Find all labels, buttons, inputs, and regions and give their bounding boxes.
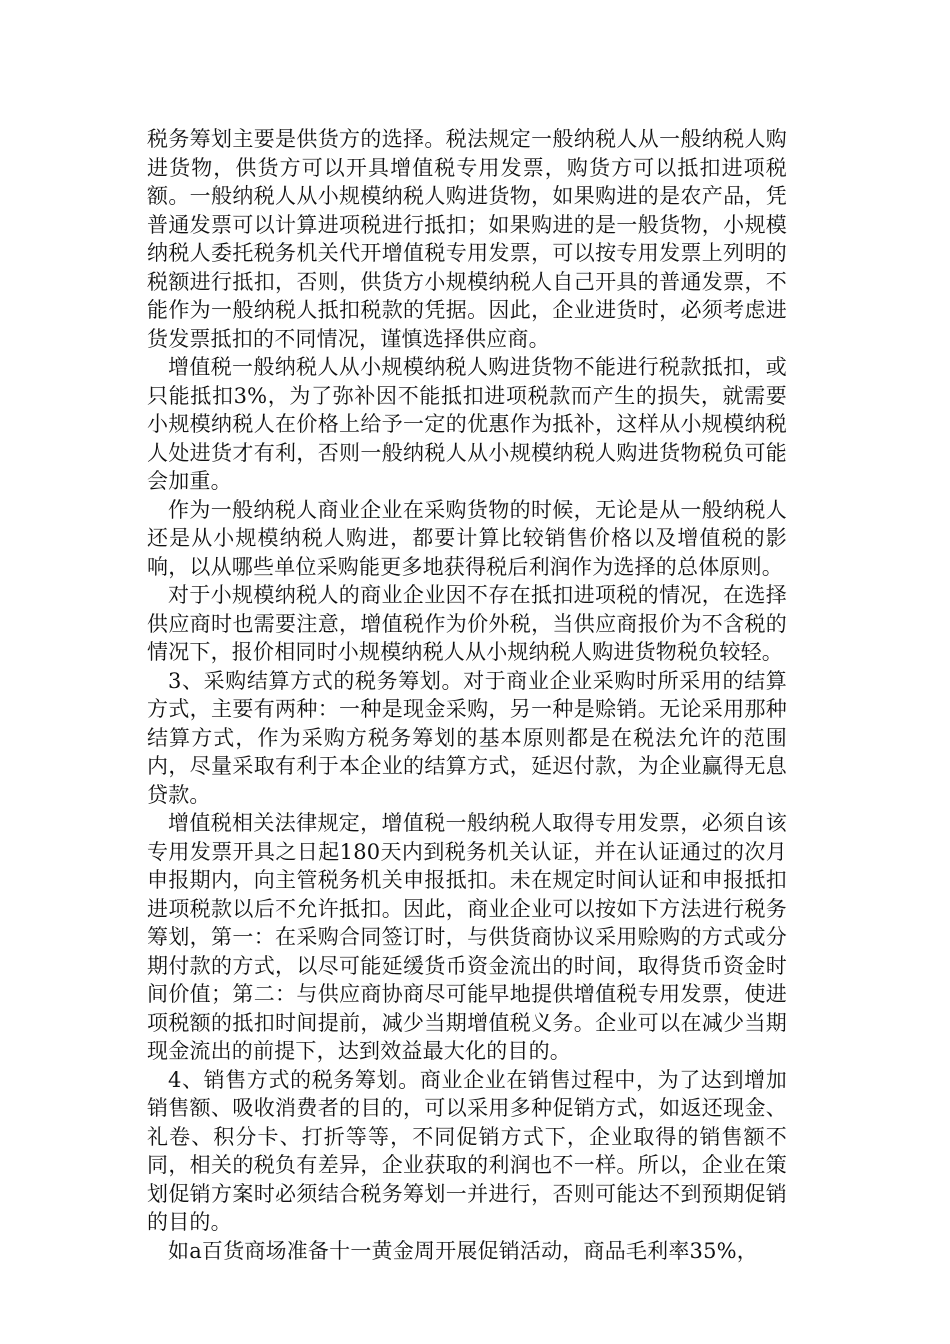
paragraph-6: 增值税相关法律规定，增值税一般纳税人取得专用发票，必须自该专用发票开具之日起180天内到税务机关认证，并在认证通过的次月申报期内，向主管税务机关申报抵扣。未在规定时间认证和申报抵扣进项税款以后不允许抵扣。因此，商业企业可以按如下方法进行税务筹划，第一：在采购合同签订时，与供货商协议采用赊购的方式或分期付款的方式，以尽可能延缓货币资金流出的时间，取得货币资金时间价值；第二：与供应商协商尽可能早地提供增值税专用发票，使进项税额的抵扣时间提前，减少当期增值税义务。企业可以在减少当期现金流出的前提下，达到效益最大化的目的。 [147,811,787,1063]
paragraph-8: 如a百货商场准备十一黄金周开展促销活动，商品毛利率35%， [168,1238,758,1263]
document-body [147,125,787,1265]
paragraph-1: 税务筹划主要是供货方的选择。税法规定一般纳税人从一般纳税人购进货物，供货方可以开具增值税专用发票，购货方可以抵扣进项税额。一般纳税人从小规模纳税人购进货物，如果购进的是农产品，凭普通发票可以计算进项税进行抵扣；如果购进的是一般货物，小规模纳税人委托税务机关代开增值税专用发票，可以按专用发票上列明的税额进行抵扣，否则，供货方小规模纳税人自己开具的普通发票，不能作为一般纳税人抵扣税款的凭据。因此，企业进货时，必须考虑进货发票抵扣的不同情况，谨慎选择供应商。 [147,127,787,351]
paragraph-3: 作为一般纳税人商业企业在采购货物的时候，无论是从一般纳税人还是从小规模纳税人购进，都要计算比较销售价格以及增值税的影响，以从哪些单位采购能更多地获得税后利润作为选择的总体原则。 [147,497,787,579]
paragraph-7: 4、销售方式的税务筹划。商业企业在销售过程中，为了达到增加销售额、吸收消费者的目的，可以采用多种促销方式，如返还现金、礼卷、积分卡、打折等等，不同促销方式下，企业取得的销售额不同，相关的税负有差异，企业获取的利润也不一样。所以，企业在策划促销方案时必须结合税务筹划一并进行，否则可能达不到预期促销的目的。 [147,1067,787,1234]
paragraph-4: 对于小规模纳税人的商业企业因不存在抵扣进项税的情况，在选择供应商时也需要注意，增值税作为价外税，当供应商报价为不含税的情况下，报价相同时小规模纳税人从小规纳税人购进货物税负较轻。 [147,583,787,664]
paragraph-2: 增值税一般纳税人从小规模纳税人购进货物不能进行税款抵扣，或只能抵扣3%，为了弥补因不能抵扣进项税款而产生的损失，就需要小规模纳税人在价格上给予一定的优惠作为抵补，这样从小规模纳税人处进货才有利，否则一般纳税人从小规模纳税人购进货物税负可能会加重。 [147,355,787,493]
paragraph-5: 3、采购结算方式的税务筹划。对于商业企业采购时所采用的结算方式，主要有两种：一种是现金采购，另一种是赊销。无论采用那种结算方式，作为采购方税务筹划的基本原则都是在税法允许的范围内，尽量采取有利于本企业的结算方式，延迟付款，为企业赢得无息贷款。 [147,668,787,807]
